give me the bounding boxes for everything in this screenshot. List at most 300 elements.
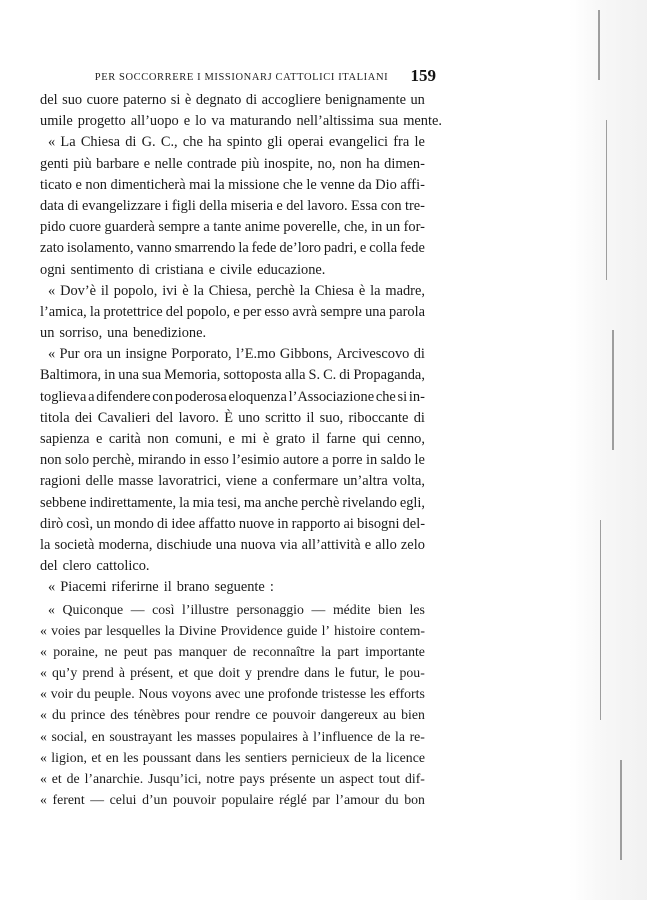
word: Chiesa xyxy=(314,282,355,299)
word: une xyxy=(244,686,265,702)
word: un xyxy=(96,515,111,532)
word: Essa xyxy=(351,197,378,214)
word: difendere xyxy=(96,388,151,405)
word: anime xyxy=(244,219,280,236)
word: da xyxy=(358,176,372,193)
word: che xyxy=(182,134,203,151)
word: miseria xyxy=(230,197,274,214)
word: importante xyxy=(365,643,425,659)
word: solo xyxy=(65,452,90,469)
word: et xyxy=(178,665,189,681)
word: di xyxy=(245,92,258,108)
word: dans xyxy=(304,665,330,681)
word: del xyxy=(165,303,184,320)
word: idee xyxy=(171,515,196,532)
word: il xyxy=(100,282,109,299)
word: poderosa xyxy=(174,388,227,405)
word: riboccante xyxy=(348,409,409,426)
word: popolo, xyxy=(186,303,231,320)
word: tout xyxy=(378,771,401,786)
word: venne xyxy=(320,176,355,193)
word: Memoria, xyxy=(164,367,221,384)
word: nuova xyxy=(240,536,276,553)
scan-artifact xyxy=(598,10,600,80)
word: una xyxy=(365,303,386,320)
word: : xyxy=(269,579,274,596)
word: e xyxy=(183,113,191,130)
word: missione xyxy=(228,176,280,193)
word: sorriso, xyxy=(59,325,103,342)
word: « xyxy=(40,665,47,681)
word: titola xyxy=(40,409,70,426)
word: una xyxy=(118,367,140,384)
word: du xyxy=(384,792,399,808)
word: inospite, xyxy=(263,155,314,172)
word: lavoro. xyxy=(307,197,348,214)
word: spinto xyxy=(226,134,263,151)
word: dif- xyxy=(404,771,425,786)
text-line xyxy=(40,154,425,175)
word: de xyxy=(233,643,247,659)
text-line xyxy=(40,768,425,789)
word: dei xyxy=(74,409,93,426)
word: G. xyxy=(141,134,156,151)
word: pouvoir xyxy=(272,707,316,723)
word: eloquenza xyxy=(228,388,287,405)
word: rendre xyxy=(215,707,251,723)
word: non xyxy=(147,431,169,447)
word: « xyxy=(40,707,47,723)
text-line xyxy=(40,429,425,450)
word: soustrayant xyxy=(109,728,173,744)
word: manquer xyxy=(178,643,227,659)
text-line xyxy=(40,90,425,111)
word: che, xyxy=(344,219,368,236)
word: di xyxy=(138,261,150,278)
word: le xyxy=(414,134,425,151)
word: affatto xyxy=(198,515,236,532)
word: du xyxy=(51,707,66,723)
text-line xyxy=(40,556,425,577)
word: l’esimio xyxy=(232,452,280,469)
word: masses xyxy=(196,728,236,744)
word: « xyxy=(40,643,47,659)
word: di xyxy=(413,409,425,426)
word: fede xyxy=(251,240,277,257)
word: avrà xyxy=(292,303,318,320)
word: en xyxy=(91,728,105,744)
word: paterno xyxy=(123,92,167,108)
word: bon xyxy=(404,792,425,808)
word: « xyxy=(48,579,56,596)
word: le xyxy=(414,452,425,469)
word: de xyxy=(66,771,80,786)
word: au xyxy=(383,707,397,723)
word: ha xyxy=(366,155,380,172)
word: poverelle, xyxy=(283,219,341,236)
word: è xyxy=(358,282,366,299)
word: Jusqu’ici, xyxy=(148,771,202,786)
word: del xyxy=(40,92,58,108)
word: civile xyxy=(220,261,253,278)
word: la xyxy=(238,240,249,257)
word: ma xyxy=(243,494,262,511)
word: Dov’è xyxy=(60,282,97,299)
word: benignamente xyxy=(325,92,406,108)
word: prendre xyxy=(257,665,300,681)
word: che xyxy=(282,176,303,193)
word: viene xyxy=(225,473,257,490)
word: a xyxy=(203,219,210,236)
word: le xyxy=(384,665,395,681)
word: ragioni xyxy=(40,473,81,490)
word: carità xyxy=(108,431,141,447)
word: il xyxy=(311,431,320,447)
word: « xyxy=(48,346,56,363)
text-line xyxy=(40,450,425,471)
word: la xyxy=(214,176,225,193)
word: la xyxy=(299,282,310,299)
word: insigne xyxy=(125,346,167,363)
word: l’amica, xyxy=(40,303,87,320)
text-line xyxy=(40,217,425,238)
word: porre xyxy=(332,452,363,469)
word: « xyxy=(40,728,47,744)
word: la xyxy=(370,282,381,299)
word: Piacemi xyxy=(60,579,107,596)
word: con xyxy=(152,388,174,405)
word: ténèbres xyxy=(133,707,180,723)
word: de xyxy=(354,749,368,765)
word: autore xyxy=(282,452,319,469)
word: Dio xyxy=(375,176,397,193)
word: rivelando xyxy=(342,494,397,511)
word: du xyxy=(76,686,91,702)
word: for- xyxy=(403,219,425,236)
word: alla xyxy=(284,367,306,384)
word: del xyxy=(155,409,174,426)
word: perchè, xyxy=(92,452,135,469)
word: evangelizzare xyxy=(81,197,162,214)
word: isolamento, xyxy=(66,240,134,257)
word: sottoposta xyxy=(223,367,282,384)
word: di xyxy=(125,134,137,151)
word: réglé xyxy=(279,792,307,808)
word: re- xyxy=(409,728,425,744)
word: egli, xyxy=(399,494,425,511)
word: lavoratrici, xyxy=(158,473,221,490)
word: mai xyxy=(189,176,211,193)
text-line xyxy=(40,726,425,747)
scan-artifact xyxy=(606,120,607,280)
word: di xyxy=(156,515,169,532)
text-line xyxy=(40,281,425,302)
word: cenno, xyxy=(387,431,425,447)
word: histoire xyxy=(334,622,376,638)
scanned-page-edge xyxy=(569,0,647,900)
word: l’Associazione xyxy=(288,388,375,405)
word: brano xyxy=(176,579,210,596)
word: un xyxy=(385,219,401,236)
text-line xyxy=(40,260,425,281)
word: in xyxy=(189,452,201,469)
scan-artifact xyxy=(612,330,614,450)
word: ha xyxy=(208,134,222,151)
word: anche xyxy=(264,494,298,511)
word: rapporto xyxy=(291,515,341,532)
word: contrade xyxy=(187,155,237,172)
word: bisogni xyxy=(357,515,400,532)
word: data xyxy=(40,197,64,214)
word: è xyxy=(182,282,189,299)
word: l’E.mo xyxy=(235,346,276,363)
word: un’altra xyxy=(343,473,388,490)
word: e xyxy=(364,536,372,553)
word: voir xyxy=(50,686,73,702)
word: populaires xyxy=(240,728,298,744)
word: d’un xyxy=(142,792,168,808)
word: notre xyxy=(206,771,235,786)
word: un xyxy=(410,92,425,108)
word: di xyxy=(67,197,79,214)
word: C., xyxy=(160,134,178,151)
word: dans xyxy=(195,749,221,765)
word: popolo, xyxy=(113,282,158,299)
word: « xyxy=(40,622,47,638)
word: bien xyxy=(378,601,402,617)
word: a xyxy=(261,473,269,490)
word: progetto xyxy=(77,113,126,130)
word: ne xyxy=(104,643,118,659)
word: part xyxy=(337,643,359,659)
word: guide xyxy=(286,622,318,638)
word: volta, xyxy=(392,473,425,490)
text-line xyxy=(40,683,425,704)
running-head: PER SOCCORRERE I MISSIONARJ CATTOLICI ITALIANI xyxy=(94,72,389,83)
word: les xyxy=(369,686,386,702)
word: l’anarchie. xyxy=(84,771,144,786)
word: cuore xyxy=(69,219,102,236)
word: et xyxy=(91,749,102,765)
word: pernicieux xyxy=(291,749,350,765)
word: del xyxy=(286,197,304,214)
word: così, xyxy=(66,515,94,532)
word: in xyxy=(277,515,289,532)
word: — xyxy=(130,601,145,617)
word: la xyxy=(89,303,101,320)
word: S. xyxy=(308,367,321,384)
body-text xyxy=(40,90,442,810)
word: e xyxy=(233,303,240,320)
word: no, xyxy=(317,155,336,172)
word: pays xyxy=(239,771,265,786)
text-line xyxy=(40,302,425,323)
word: in- xyxy=(408,388,425,405)
word: celui xyxy=(109,792,137,808)
word: « xyxy=(40,749,47,765)
word: à xyxy=(302,728,309,744)
word: fede xyxy=(400,240,425,257)
word: Arcivescovo xyxy=(336,346,410,363)
word: Cavalieri xyxy=(97,409,151,426)
scan-artifact xyxy=(620,760,622,860)
word: e xyxy=(75,176,82,193)
word: mente. xyxy=(403,113,442,130)
word: toglieva xyxy=(40,388,87,405)
word: È xyxy=(224,409,234,426)
word: l’influence xyxy=(313,728,373,744)
word: un xyxy=(40,325,55,342)
word: educazione. xyxy=(257,261,326,278)
word: più xyxy=(241,155,260,172)
word: indirettamente, xyxy=(89,494,177,511)
word: « xyxy=(48,601,55,617)
word: l’illustre xyxy=(182,601,229,617)
word: sua xyxy=(142,367,162,384)
word: moderna, xyxy=(98,536,153,553)
word: Chiesa, xyxy=(208,282,252,299)
word: allo xyxy=(375,536,397,553)
word: y xyxy=(245,665,252,681)
word: della xyxy=(199,197,228,214)
word: accogliere xyxy=(261,92,321,108)
word: lo xyxy=(195,113,207,130)
word: confermare xyxy=(272,473,339,490)
word: contem- xyxy=(379,622,425,638)
text-line xyxy=(40,620,425,641)
word: non xyxy=(340,155,362,172)
word: perchè xyxy=(301,494,340,511)
word: per xyxy=(242,303,262,320)
word: un xyxy=(106,346,121,363)
word: i xyxy=(164,197,169,214)
text-line xyxy=(40,471,425,492)
word: prince xyxy=(70,707,106,723)
word: par xyxy=(312,792,330,808)
word: Quiconque xyxy=(62,601,124,617)
word: maturando xyxy=(229,113,292,130)
word: Providence xyxy=(220,622,283,638)
word: ligion, xyxy=(51,749,87,765)
text-line xyxy=(40,641,425,662)
word: che xyxy=(375,388,396,405)
word: sempre xyxy=(320,303,362,320)
word: protettrice xyxy=(103,303,163,320)
word: — xyxy=(90,792,105,808)
word: parola xyxy=(389,303,425,320)
word: ivi xyxy=(162,282,178,299)
word: esso xyxy=(264,303,290,320)
word: via xyxy=(279,536,298,553)
word: Baltimora, xyxy=(40,367,102,384)
word: società xyxy=(54,536,95,553)
word: così xyxy=(152,601,175,617)
word: que xyxy=(193,665,214,681)
word: reconnaître xyxy=(252,643,315,659)
text-line xyxy=(40,408,425,429)
word: la xyxy=(395,728,405,744)
word: aspect xyxy=(339,771,374,786)
word: in xyxy=(365,452,378,469)
word: les xyxy=(409,601,425,617)
word: clero xyxy=(62,558,92,575)
text-line xyxy=(40,599,425,620)
word: grato xyxy=(275,431,306,447)
word: de’loro xyxy=(279,240,321,257)
word: riferirne xyxy=(111,579,159,596)
text-line xyxy=(40,535,425,556)
word: « xyxy=(40,686,47,702)
word: lavoro. xyxy=(178,409,219,426)
word: suo xyxy=(62,92,83,108)
word: nell’altissima xyxy=(296,113,374,130)
word: nelle xyxy=(154,155,183,172)
word: « xyxy=(48,134,56,151)
word: madre, xyxy=(385,282,425,299)
word: « xyxy=(40,792,47,808)
word: les xyxy=(176,728,193,744)
word: gli xyxy=(267,134,283,151)
word: l’ xyxy=(321,622,331,638)
word: ce xyxy=(255,707,268,723)
text-line xyxy=(40,365,425,386)
word: doit xyxy=(218,665,240,681)
word: bien xyxy=(401,707,425,723)
word: personaggio xyxy=(236,601,304,617)
word: de xyxy=(377,728,391,744)
word: e xyxy=(208,261,216,278)
word: una xyxy=(107,325,128,342)
word: vanno xyxy=(136,240,172,257)
word: barbare xyxy=(96,155,140,172)
word: poussant xyxy=(142,749,192,765)
word: par xyxy=(84,622,102,638)
word: licence xyxy=(385,749,425,765)
word: la xyxy=(193,282,204,299)
word: pido xyxy=(40,219,66,236)
text-line xyxy=(40,238,425,259)
word: ferent xyxy=(52,792,85,808)
word: tante xyxy=(213,219,242,236)
word: smarrendo xyxy=(174,240,236,257)
word: colla xyxy=(369,240,398,257)
word: la xyxy=(371,749,382,765)
word: con xyxy=(380,197,402,214)
word: Pur xyxy=(59,346,80,363)
word: sentimento xyxy=(70,261,134,278)
word: ogni xyxy=(40,261,66,278)
text-line xyxy=(40,662,425,683)
word: saldo xyxy=(380,452,411,469)
word: avec xyxy=(215,686,241,702)
word: Porporato, xyxy=(171,346,232,363)
word: peuple. xyxy=(94,686,135,702)
word: figli xyxy=(171,197,196,214)
word: populaire xyxy=(221,792,274,808)
word: ora xyxy=(83,346,103,363)
word: sua xyxy=(379,113,399,130)
word: fra xyxy=(393,134,410,151)
word: voies xyxy=(51,622,81,638)
word: suo, xyxy=(319,409,344,426)
word: prend xyxy=(82,665,114,681)
word: Propaganda, xyxy=(353,367,425,384)
word: Nous xyxy=(138,686,168,702)
word: e xyxy=(228,431,235,447)
word: non xyxy=(40,452,62,469)
text-line xyxy=(40,111,442,132)
text-line xyxy=(40,132,425,153)
